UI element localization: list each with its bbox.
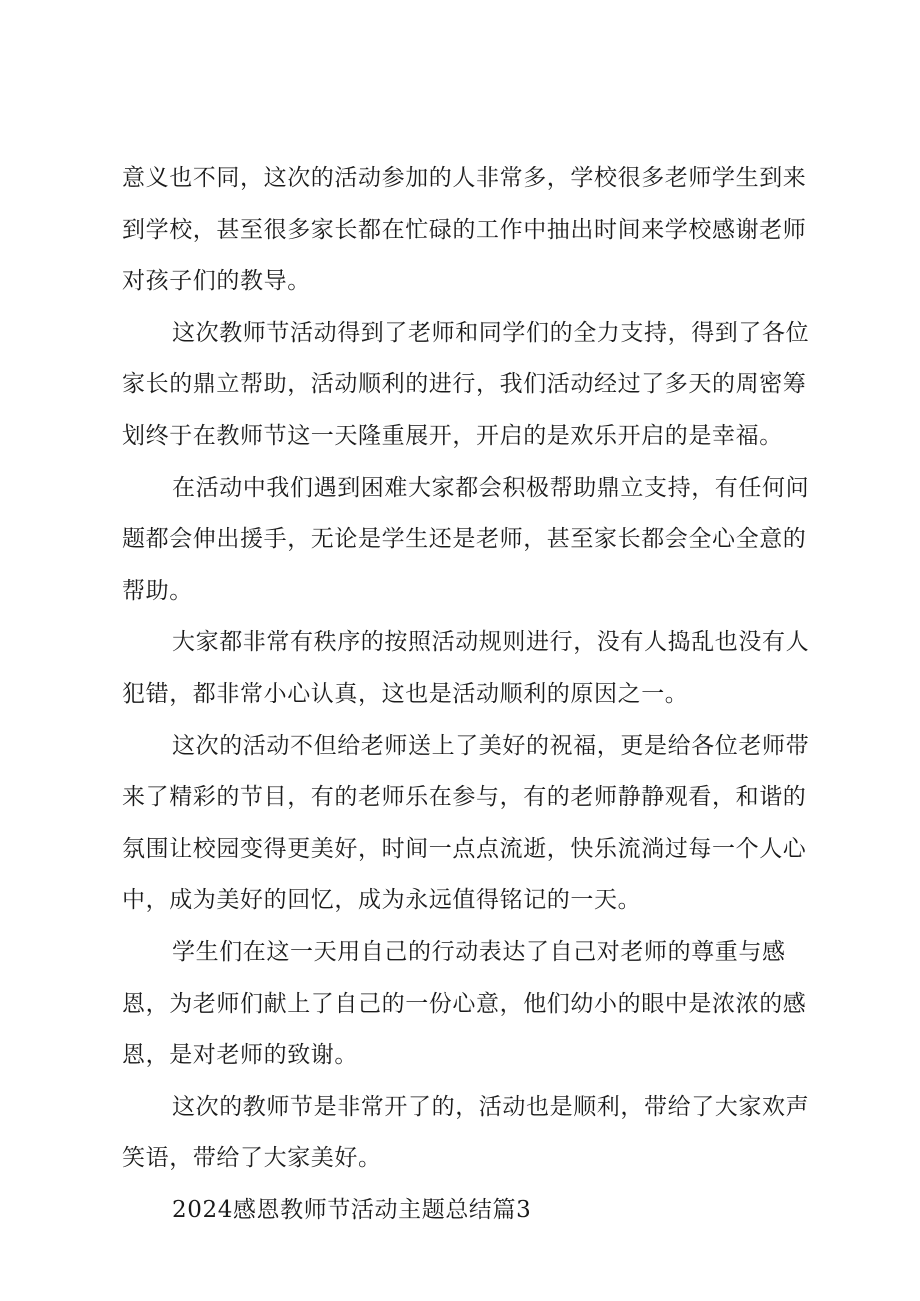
section-heading: 2024感恩教师节活动主题总结篇3 (172, 1196, 532, 1223)
paragraph: 学生们在这一天用自己的行动表达了自己对老师的尊重与感恩，为老师们献上了自己的一份心意，他们幼小的眼中是浓浓的感恩，是对老师的致谢。 (122, 938, 807, 1069)
paragraph: 大家都非常有秩序的按照活动规则进行，没有人捣乱也没有人犯错，都非常小心认真，这也是活动顺利的原因之一。 (122, 629, 810, 707)
paragraph-continuation: 意义也不同，这次的活动参加的人非常多，学校很多老师学生到来到学校，甚至很多家长都在忙碌的工作中抽出时间来学校感谢老师对孩子们的教导。 (122, 165, 807, 295)
document-body (122, 153, 822, 1236)
paragraph: 在活动中我们遇到困难大家都会积极帮助鼎立支持，有任何问题都会伸出援手，无论是学生还是老师，甚至家长都会全心全意的帮助。 (122, 474, 810, 604)
paragraph: 这次教师节活动得到了老师和同学们的全力支持，得到了各位家长的鼎立帮助，活动顺利的进行，我们活动经过了多天的周密筹划终于在教师节这一天隆重展开，开启的是欢乐开启的是幸福。 (122, 319, 810, 449)
paragraph: 这次的活动不但给老师送上了美好的祝福，更是给各位老师带来了精彩的节目，有的老师乐在参与，有的老师静静观看，和谐的氛围让校园变得更美好，时间一点点流逝，快乐流淌过每一个人心中，成为美好的回忆，成为永远值得铭记的一天。 (122, 732, 810, 914)
paragraph: 这次的教师节是非常开了的，活动也是顺利，带给了大家欢声笑语，带给了大家美好。 (122, 1093, 810, 1172)
